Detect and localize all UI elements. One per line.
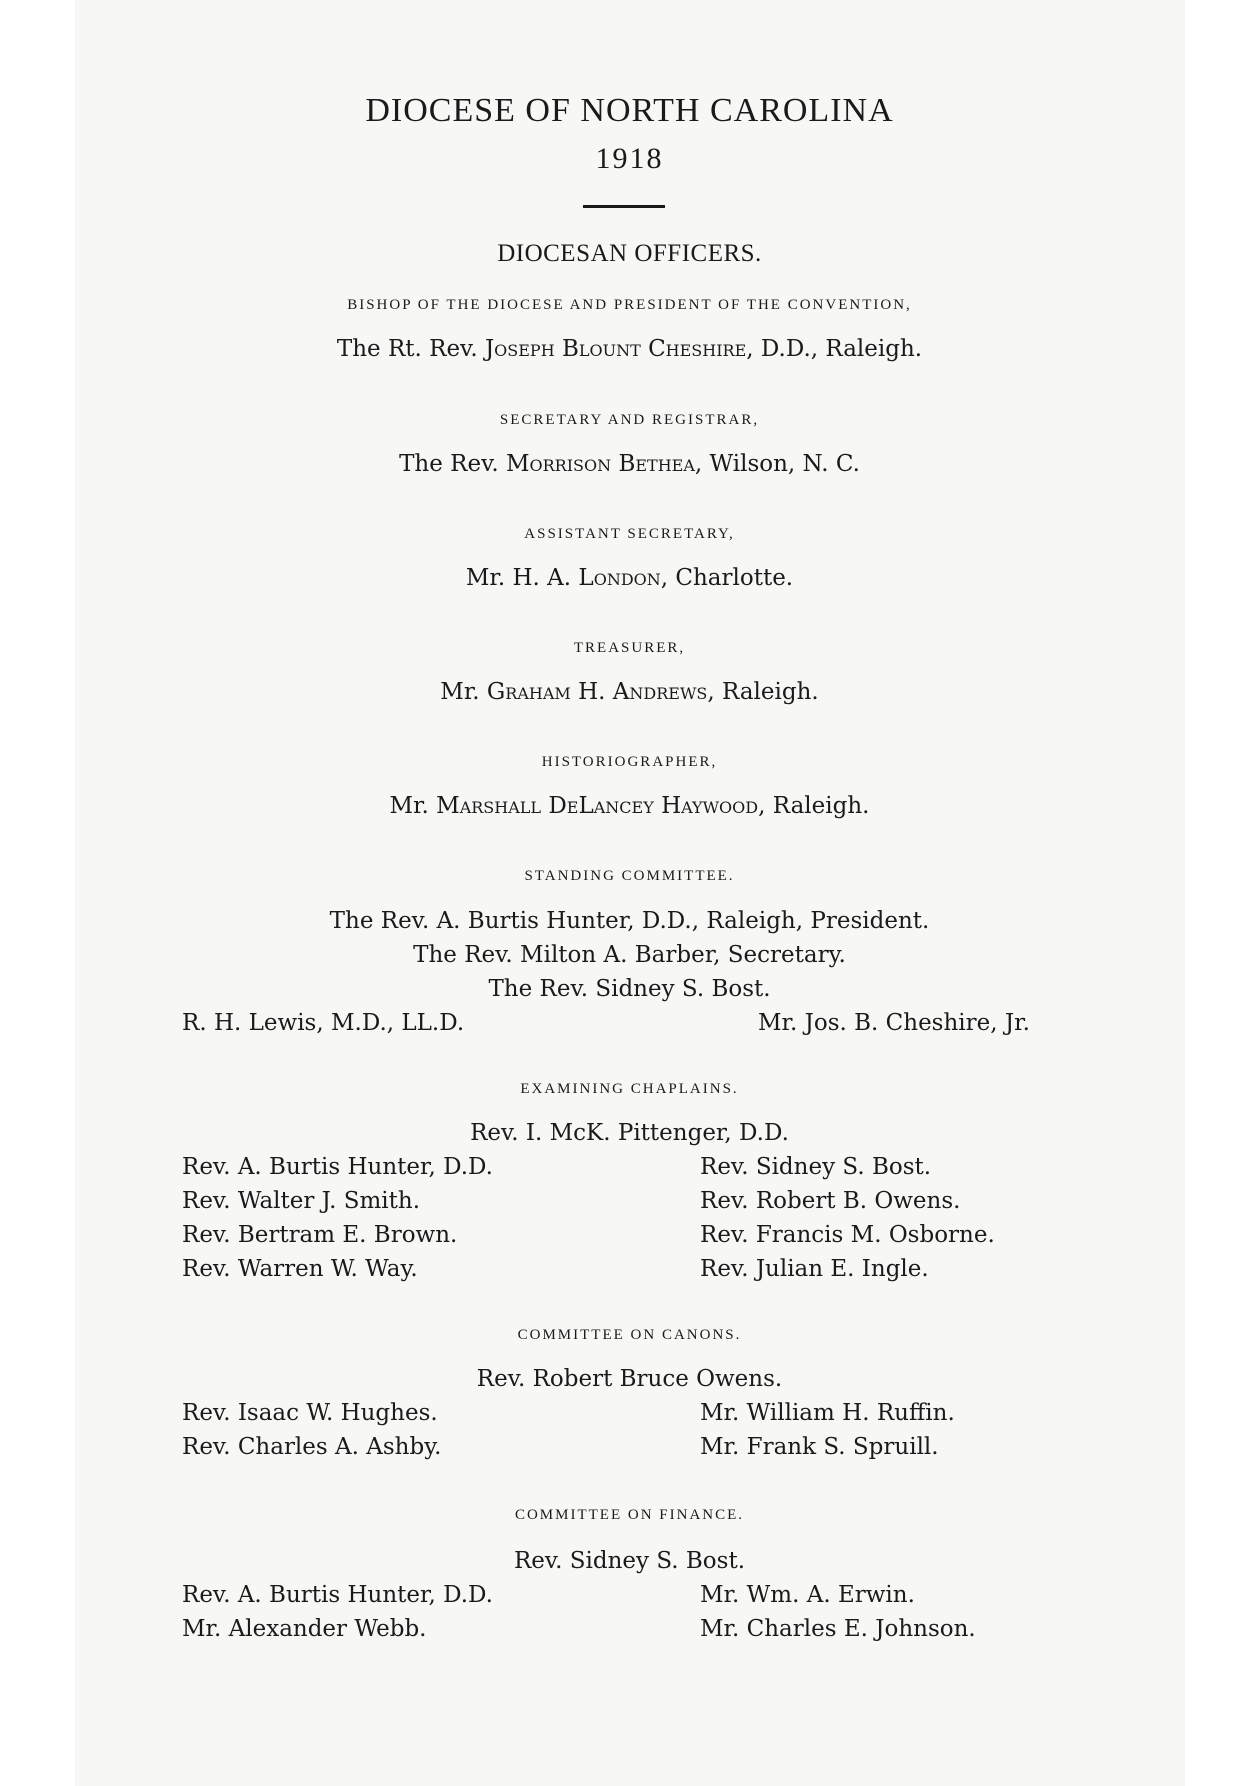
standing-committee-line: The Rev. Sidney S. Bost. [488,976,771,1002]
examining-chaplain-right: Rev. Julian E. Ingle. [700,1256,929,1282]
finance-member-left: Rev. A. Burtis Hunter, D.D. [182,1582,493,1608]
treasurer-entry [0,679,1259,705]
examining-chaplain-right: Rev. Robert B. Owens. [700,1188,961,1214]
canons-member-left: Rev. Charles A. Ashby. [182,1434,442,1460]
treasurer-suffix: , Raleigh. [707,679,819,705]
canons-member-right: Mr. William H. Ruffin. [700,1400,955,1426]
examining-chaplain-left: Rev. A. Burtis Hunter, D.D. [182,1154,493,1180]
treasurer-prefix: Mr. [440,679,487,705]
examining-chaplain-left: Rev. Warren W. Way. [182,1256,418,1282]
bishop-heading: BISHOP OF THE DIOCESE AND PRESIDENT OF THE CONVENTION, [347,297,912,313]
section-title: DIOCESAN OFFICERS. [497,240,762,267]
bishop-name: Joseph Blount Cheshire [484,336,747,362]
committee-on-finance-heading: COMMITTEE ON FINANCE. [514,1507,745,1523]
historiographer-prefix: Mr. [389,793,437,819]
document-title: DIOCESE OF NORTH CAROLINA [365,92,894,129]
standing-committee-left: R. H. Lewis, M.D., LL.D. [182,1010,465,1036]
assistant-secretary-entry [0,565,1259,591]
committee-on-finance-chair: Rev. Sidney S. Bost. [513,1548,746,1574]
bishop-entry [0,336,1259,362]
standing-committee-line: The Rev. A. Burtis Hunter, D.D., Raleigh, President. [329,908,930,934]
title-rule [583,205,665,208]
committee-on-canons-chair: Rev. Robert Bruce Owens. [476,1366,783,1392]
examining-chaplain-left: Rev. Bertram E. Brown. [182,1222,458,1248]
secretary-prefix: The Rev. [399,451,506,477]
secretary-heading: SECRETARY AND REGISTRAR, [499,412,760,428]
secretary-suffix: , Wilson, N. C. [694,451,860,477]
examining-chaplains-chair: Rev. I. McK. Pittenger, D.D. [470,1120,789,1146]
standing-committee-line: The Rev. Milton A. Barber, Secretary. [413,942,846,968]
canons-member-left: Rev. Isaac W. Hughes. [182,1400,438,1426]
finance-member-left: Mr. Alexander Webb. [182,1616,427,1642]
secretary-entry [0,451,1259,477]
assistant-secretary-name: London [578,565,661,591]
historiographer-entry [0,793,1259,819]
assistant-secretary-suffix: , Charlotte. [660,565,794,591]
treasurer-heading: TREASURER, [573,640,686,656]
examining-chaplain-right: Rev. Sidney S. Bost. [700,1154,932,1180]
bishop-prefix: The Rt. Rev. [336,336,485,362]
assistant-secretary-heading: ASSISTANT SECRETARY, [524,526,735,542]
historiographer-heading: HISTORIOGRAPHER, [541,754,718,770]
standing-committee-right: Mr. Jos. B. Cheshire, Jr. [758,1010,1030,1036]
examining-chaplain-left: Rev. Walter J. Smith. [182,1188,421,1214]
finance-member-right: Mr. Charles E. Johnson. [700,1616,976,1642]
examining-chaplains-heading: EXAMINING CHAPLAINS. [520,1081,739,1097]
treasurer-name: Graham H. Andrews [486,679,708,705]
examining-chaplain-right: Rev. Francis M. Osborne. [700,1222,995,1248]
secretary-name: Morrison Bethea [505,451,695,477]
bishop-suffix: , D.D., Raleigh. [746,336,923,362]
assistant-secretary-prefix: Mr. H. A. [465,565,579,591]
committee-on-canons-heading: COMMITTEE ON CANONS. [517,1327,742,1343]
canons-member-right: Mr. Frank S. Spruill. [700,1434,939,1460]
document-year: 1918 [595,142,664,175]
standing-committee-heading: STANDING COMMITTEE. [524,868,735,884]
historiographer-name: Marshall DeLancey Haywood [436,793,759,819]
finance-member-right: Mr. Wm. A. Erwin. [700,1582,915,1608]
historiographer-suffix: , Raleigh. [758,793,870,819]
